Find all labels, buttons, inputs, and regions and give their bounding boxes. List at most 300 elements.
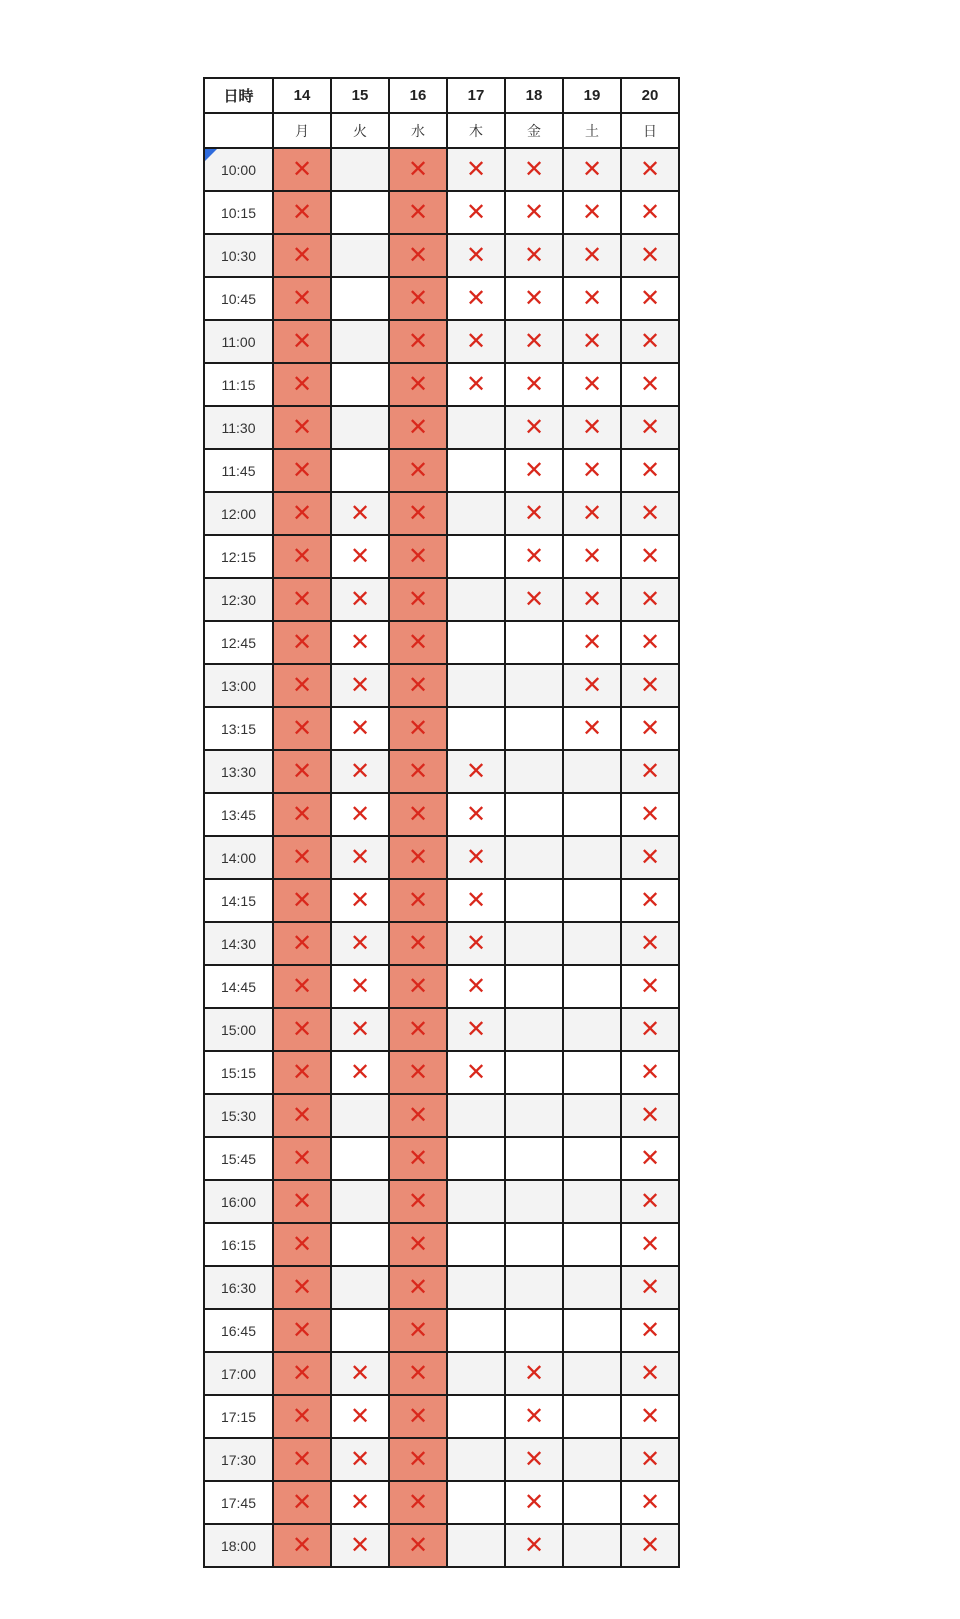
slot-cell[interactable] (621, 191, 679, 234)
slot-cell[interactable] (563, 965, 621, 1008)
slot-cell[interactable] (273, 406, 331, 449)
slot-cell[interactable] (331, 535, 389, 578)
slot-cell[interactable] (331, 191, 389, 234)
slot-cell[interactable] (563, 1266, 621, 1309)
time-label-cell[interactable] (204, 277, 273, 320)
weekday-header-cell[interactable]: 日 (621, 113, 679, 148)
slot-cell[interactable] (621, 1223, 679, 1266)
slot-cell[interactable] (273, 320, 331, 363)
slot-cell[interactable] (273, 492, 331, 535)
time-label-cell[interactable] (204, 1481, 273, 1524)
slot-cell[interactable] (505, 1137, 563, 1180)
slot-cell[interactable] (621, 707, 679, 750)
slot-cell[interactable] (563, 578, 621, 621)
corner-label-cell[interactable]: 日時 (204, 78, 273, 113)
unavailable-x-icon: ✕ (581, 327, 603, 355)
slot-cell[interactable] (447, 535, 505, 578)
slot-cell[interactable] (505, 1524, 563, 1567)
slot-cell[interactable] (505, 1481, 563, 1524)
slot-cell[interactable] (563, 1524, 621, 1567)
slot-cell[interactable] (505, 320, 563, 363)
time-label-cell[interactable] (204, 707, 273, 750)
slot-cell[interactable] (447, 750, 505, 793)
slot-cell[interactable] (273, 1438, 331, 1481)
slot-cell[interactable] (331, 1395, 389, 1438)
slot-cell[interactable] (505, 879, 563, 922)
time-label-cell[interactable] (204, 879, 273, 922)
slot-cell[interactable] (621, 793, 679, 836)
time-label-cell[interactable] (204, 1223, 273, 1266)
slot-cell[interactable] (331, 406, 389, 449)
slot-cell[interactable] (389, 1524, 447, 1567)
time-label-cell[interactable] (204, 922, 273, 965)
slot-cell[interactable] (621, 1266, 679, 1309)
unavailable-x-icon: ✕ (407, 1015, 429, 1043)
slot-cell[interactable] (447, 449, 505, 492)
slot-cell[interactable] (505, 1352, 563, 1395)
weekday-header-cell[interactable]: 火 (331, 113, 389, 148)
slot-cell[interactable] (331, 707, 389, 750)
slot-cell[interactable] (505, 191, 563, 234)
slot-cell[interactable] (447, 1051, 505, 1094)
slot-cell[interactable] (273, 1223, 331, 1266)
time-slot-rows (204, 148, 679, 1567)
slot-cell[interactable] (331, 879, 389, 922)
slot-cell[interactable] (505, 1180, 563, 1223)
time-label-cell[interactable] (204, 363, 273, 406)
slot-cell[interactable] (563, 277, 621, 320)
time-label-cell[interactable] (204, 1051, 273, 1094)
slot-cell[interactable] (563, 664, 621, 707)
slot-cell[interactable] (273, 148, 331, 191)
unavailable-x-icon: ✕ (523, 499, 545, 527)
slot-cell[interactable] (331, 1481, 389, 1524)
slot-cell[interactable] (389, 148, 447, 191)
slot-cell[interactable] (447, 191, 505, 234)
weekday-header-cell[interactable]: 水 (389, 113, 447, 148)
slot-cell[interactable] (505, 492, 563, 535)
slot-cell[interactable] (563, 492, 621, 535)
slot-cell[interactable] (273, 793, 331, 836)
slot-cell[interactable] (621, 1137, 679, 1180)
time-label-cell[interactable] (204, 578, 273, 621)
slot-cell[interactable] (447, 1223, 505, 1266)
slot-cell[interactable] (563, 1137, 621, 1180)
slot-cell[interactable] (563, 1008, 621, 1051)
slot-cell[interactable] (273, 1524, 331, 1567)
slot-cell[interactable] (331, 234, 389, 277)
date-header-cell[interactable]: 18 (505, 78, 563, 113)
slot-cell[interactable] (621, 1094, 679, 1137)
slot-cell[interactable] (389, 449, 447, 492)
slot-cell[interactable] (563, 1223, 621, 1266)
slot-cell[interactable] (389, 1137, 447, 1180)
slot-cell[interactable] (505, 406, 563, 449)
slot-cell[interactable] (505, 277, 563, 320)
slot-cell[interactable] (447, 1481, 505, 1524)
slot-cell[interactable] (447, 922, 505, 965)
slot-cell[interactable] (331, 1008, 389, 1051)
date-header-cell[interactable]: 16 (389, 78, 447, 113)
slot-cell[interactable] (621, 277, 679, 320)
slot-cell[interactable] (447, 1309, 505, 1352)
date-header-cell[interactable]: 19 (563, 78, 621, 113)
slot-cell[interactable] (563, 750, 621, 793)
slot-cell[interactable] (273, 1309, 331, 1352)
slot-cell[interactable] (447, 836, 505, 879)
slot-cell[interactable] (563, 1352, 621, 1395)
date-header-cell[interactable]: 20 (621, 78, 679, 113)
slot-cell[interactable] (621, 406, 679, 449)
slot-cell[interactable] (389, 707, 447, 750)
time-label-cell[interactable] (204, 1352, 273, 1395)
slot-cell[interactable] (505, 1438, 563, 1481)
time-label-cell[interactable] (204, 1438, 273, 1481)
time-label-cell[interactable] (204, 1309, 273, 1352)
slot-cell[interactable] (389, 1266, 447, 1309)
slot-cell[interactable] (389, 750, 447, 793)
slot-cell[interactable] (447, 320, 505, 363)
slot-cell[interactable] (563, 449, 621, 492)
slot-cell[interactable] (447, 1094, 505, 1137)
time-label-cell[interactable] (204, 1094, 273, 1137)
slot-cell[interactable] (389, 1352, 447, 1395)
blank-header-cell[interactable] (204, 113, 273, 148)
slot-cell[interactable] (621, 1352, 679, 1395)
slot-cell[interactable] (273, 1266, 331, 1309)
slot-cell[interactable] (331, 621, 389, 664)
slot-cell[interactable] (563, 793, 621, 836)
slot-cell[interactable] (273, 664, 331, 707)
time-label-cell[interactable] (204, 1524, 273, 1567)
slot-cell[interactable] (447, 1137, 505, 1180)
slot-cell[interactable] (621, 148, 679, 191)
slot-cell[interactable] (273, 621, 331, 664)
weekday-header-cell[interactable]: 金 (505, 113, 563, 148)
slot-cell[interactable] (447, 406, 505, 449)
slot-cell[interactable] (389, 1481, 447, 1524)
slot-cell[interactable] (273, 535, 331, 578)
time-label-cell[interactable] (204, 449, 273, 492)
date-header-cell[interactable]: 15 (331, 78, 389, 113)
slot-cell[interactable] (273, 363, 331, 406)
slot-cell[interactable] (621, 492, 679, 535)
slot-cell[interactable] (273, 234, 331, 277)
slot-cell[interactable] (389, 492, 447, 535)
slot-cell[interactable] (389, 1180, 447, 1223)
slot-cell[interactable] (621, 879, 679, 922)
time-label-cell[interactable] (204, 320, 273, 363)
slot-cell[interactable] (563, 879, 621, 922)
slot-cell[interactable] (505, 1395, 563, 1438)
slot-cell[interactable] (447, 1524, 505, 1567)
time-label-cell[interactable] (204, 1137, 273, 1180)
slot-cell[interactable] (621, 1438, 679, 1481)
slot-cell[interactable] (621, 320, 679, 363)
slot-cell[interactable] (331, 1094, 389, 1137)
slot-cell[interactable] (621, 836, 679, 879)
slot-cell[interactable] (389, 578, 447, 621)
slot-cell[interactable] (563, 191, 621, 234)
slot-cell[interactable] (621, 621, 679, 664)
slot-cell[interactable] (505, 1223, 563, 1266)
date-header-cell[interactable]: 14 (273, 78, 331, 113)
slot-cell[interactable] (331, 492, 389, 535)
weekday-header-cell[interactable]: 木 (447, 113, 505, 148)
slot-cell[interactable] (389, 1051, 447, 1094)
slot-cell[interactable] (447, 148, 505, 191)
slot-cell[interactable] (331, 836, 389, 879)
slot-cell[interactable] (563, 922, 621, 965)
slot-cell[interactable] (505, 535, 563, 578)
slot-cell[interactable] (447, 879, 505, 922)
slot-cell[interactable] (273, 707, 331, 750)
slot-cell[interactable] (273, 836, 331, 879)
slot-cell[interactable] (621, 664, 679, 707)
slot-cell[interactable] (273, 1008, 331, 1051)
slot-cell[interactable] (331, 320, 389, 363)
slot-cell[interactable] (273, 922, 331, 965)
slot-cell[interactable] (389, 191, 447, 234)
slot-cell[interactable] (447, 1352, 505, 1395)
slot-cell[interactable] (273, 1094, 331, 1137)
slot-cell[interactable] (447, 1266, 505, 1309)
slot-cell[interactable] (563, 707, 621, 750)
slot-cell[interactable] (505, 664, 563, 707)
slot-cell[interactable] (621, 1395, 679, 1438)
slot-cell[interactable] (505, 836, 563, 879)
slot-cell[interactable] (621, 1180, 679, 1223)
slot-cell[interactable] (447, 234, 505, 277)
slot-cell[interactable] (621, 234, 679, 277)
unavailable-x-icon: ✕ (407, 1445, 429, 1473)
time-label-cell[interactable] (204, 1266, 273, 1309)
slot-cell[interactable] (389, 1008, 447, 1051)
unavailable-x-icon: ✕ (291, 1058, 313, 1086)
slot-cell[interactable] (505, 621, 563, 664)
time-label-cell[interactable] (204, 793, 273, 836)
slot-cell[interactable] (273, 1395, 331, 1438)
slot-cell[interactable] (331, 277, 389, 320)
slot-cell[interactable] (273, 449, 331, 492)
slot-cell[interactable] (389, 1094, 447, 1137)
slot-cell[interactable] (273, 578, 331, 621)
slot-cell[interactable] (273, 1352, 331, 1395)
unavailable-x-icon: ✕ (291, 499, 313, 527)
slot-cell[interactable] (621, 750, 679, 793)
slot-cell[interactable] (331, 1180, 389, 1223)
slot-cell[interactable] (447, 793, 505, 836)
time-label-cell[interactable] (204, 535, 273, 578)
slot-cell[interactable] (273, 277, 331, 320)
slot-cell[interactable] (331, 750, 389, 793)
slot-cell[interactable] (273, 965, 331, 1008)
slot-cell[interactable] (563, 621, 621, 664)
slot-cell[interactable] (621, 965, 679, 1008)
slot-cell[interactable] (621, 1051, 679, 1094)
slot-cell[interactable] (505, 922, 563, 965)
slot-cell[interactable] (331, 922, 389, 965)
slot-cell[interactable] (563, 535, 621, 578)
slot-cell[interactable] (273, 1137, 331, 1180)
slot-cell[interactable] (447, 277, 505, 320)
slot-cell[interactable] (389, 1223, 447, 1266)
time-label-cell[interactable] (204, 1395, 273, 1438)
slot-cell[interactable] (389, 234, 447, 277)
slot-cell[interactable] (621, 535, 679, 578)
slot-cell[interactable] (389, 277, 447, 320)
slot-cell[interactable] (621, 1524, 679, 1567)
slot-cell[interactable] (389, 535, 447, 578)
slot-cell[interactable] (331, 1051, 389, 1094)
slot-cell[interactable] (563, 1438, 621, 1481)
slot-cell[interactable] (447, 1395, 505, 1438)
slot-cell[interactable] (621, 1309, 679, 1352)
unavailable-x-icon: ✕ (465, 198, 487, 226)
slot-cell[interactable] (505, 148, 563, 191)
slot-cell[interactable] (389, 836, 447, 879)
time-slot-row (204, 535, 679, 578)
slot-cell[interactable] (621, 922, 679, 965)
time-slot-row (204, 664, 679, 707)
slot-cell[interactable] (563, 234, 621, 277)
slot-cell[interactable] (621, 578, 679, 621)
slot-cell[interactable] (447, 965, 505, 1008)
time-label-cell[interactable] (204, 1008, 273, 1051)
slot-cell[interactable] (273, 191, 331, 234)
slot-cell[interactable] (389, 793, 447, 836)
slot-cell[interactable] (563, 1094, 621, 1137)
slot-cell[interactable] (389, 879, 447, 922)
slot-cell[interactable] (331, 793, 389, 836)
slot-cell[interactable] (331, 1438, 389, 1481)
slot-cell[interactable] (505, 707, 563, 750)
slot-cell[interactable] (447, 1438, 505, 1481)
slot-cell[interactable] (563, 1180, 621, 1223)
slot-cell[interactable] (621, 1008, 679, 1051)
slot-cell[interactable] (621, 449, 679, 492)
slot-cell[interactable] (389, 320, 447, 363)
weekday-header-cell[interactable]: 月 (273, 113, 331, 148)
time-label-cell[interactable] (204, 750, 273, 793)
slot-cell[interactable] (273, 1051, 331, 1094)
slot-cell[interactable] (273, 1481, 331, 1524)
slot-cell[interactable] (331, 1223, 389, 1266)
unavailable-x-icon: ✕ (639, 929, 661, 957)
slot-cell[interactable] (389, 621, 447, 664)
unavailable-x-icon: ✕ (639, 1359, 661, 1387)
slot-cell[interactable] (447, 578, 505, 621)
unavailable-x-icon: ✕ (291, 585, 313, 613)
slot-cell[interactable] (447, 664, 505, 707)
slot-cell[interactable] (331, 578, 389, 621)
time-label-cell[interactable] (204, 148, 273, 191)
slot-cell[interactable] (389, 965, 447, 1008)
time-label: 13:00 (220, 677, 257, 694)
slot-cell[interactable] (563, 1395, 621, 1438)
slot-cell[interactable] (389, 1395, 447, 1438)
slot-cell[interactable] (505, 793, 563, 836)
slot-cell[interactable] (273, 879, 331, 922)
slot-cell[interactable] (331, 449, 389, 492)
slot-cell[interactable] (505, 965, 563, 1008)
slot-cell[interactable] (447, 707, 505, 750)
time-label-cell[interactable] (204, 965, 273, 1008)
slot-cell[interactable] (563, 836, 621, 879)
unavailable-x-icon: ✕ (639, 1058, 661, 1086)
time-label-cell[interactable] (204, 234, 273, 277)
time-label-cell[interactable] (204, 664, 273, 707)
time-label-cell[interactable] (204, 191, 273, 234)
unavailable-x-icon: ✕ (639, 585, 661, 613)
date-header-cell[interactable]: 17 (447, 78, 505, 113)
slot-cell[interactable] (331, 965, 389, 1008)
slot-cell[interactable] (331, 1137, 389, 1180)
slot-cell[interactable] (389, 1309, 447, 1352)
slot-cell[interactable] (331, 1524, 389, 1567)
slot-cell[interactable] (563, 148, 621, 191)
slot-cell[interactable] (505, 1008, 563, 1051)
slot-cell[interactable] (447, 621, 505, 664)
slot-cell[interactable] (447, 1008, 505, 1051)
slot-cell[interactable] (389, 1438, 447, 1481)
slot-cell[interactable] (563, 363, 621, 406)
slot-cell[interactable] (563, 406, 621, 449)
slot-cell[interactable] (505, 234, 563, 277)
slot-cell[interactable] (389, 664, 447, 707)
weekday-header-cell[interactable]: 土 (563, 113, 621, 148)
slot-cell[interactable] (505, 578, 563, 621)
slot-cell[interactable] (563, 320, 621, 363)
time-label-cell[interactable] (204, 492, 273, 535)
slot-cell[interactable] (447, 1180, 505, 1223)
slot-cell[interactable] (331, 1266, 389, 1309)
slot-cell[interactable] (563, 1309, 621, 1352)
slot-cell[interactable] (331, 1309, 389, 1352)
slot-cell[interactable] (563, 1051, 621, 1094)
time-label-cell[interactable] (204, 406, 273, 449)
time-label-cell[interactable] (204, 836, 273, 879)
time-slot-row (204, 836, 679, 879)
slot-cell[interactable] (563, 1481, 621, 1524)
slot-cell[interactable] (389, 363, 447, 406)
slot-cell[interactable] (505, 449, 563, 492)
unavailable-x-icon: ✕ (639, 843, 661, 871)
slot-cell[interactable] (505, 363, 563, 406)
slot-cell[interactable] (621, 363, 679, 406)
slot-cell[interactable] (273, 1180, 331, 1223)
slot-cell[interactable] (447, 363, 505, 406)
time-label: 15:30 (220, 1107, 257, 1124)
slot-cell[interactable] (331, 1352, 389, 1395)
slot-cell[interactable] (331, 148, 389, 191)
slot-cell[interactable] (273, 750, 331, 793)
slot-cell[interactable] (505, 1266, 563, 1309)
slot-cell[interactable] (331, 363, 389, 406)
slot-cell[interactable] (505, 1309, 563, 1352)
time-label-cell[interactable] (204, 621, 273, 664)
slot-cell[interactable] (505, 1051, 563, 1094)
slot-cell[interactable] (505, 750, 563, 793)
slot-cell[interactable] (389, 922, 447, 965)
slot-cell[interactable] (447, 492, 505, 535)
time-label: 17:30 (220, 1451, 257, 1468)
slot-cell[interactable] (505, 1094, 563, 1137)
slot-cell[interactable] (621, 1481, 679, 1524)
slot-cell[interactable] (389, 406, 447, 449)
time-label-cell[interactable] (204, 1180, 273, 1223)
slot-cell[interactable] (331, 664, 389, 707)
